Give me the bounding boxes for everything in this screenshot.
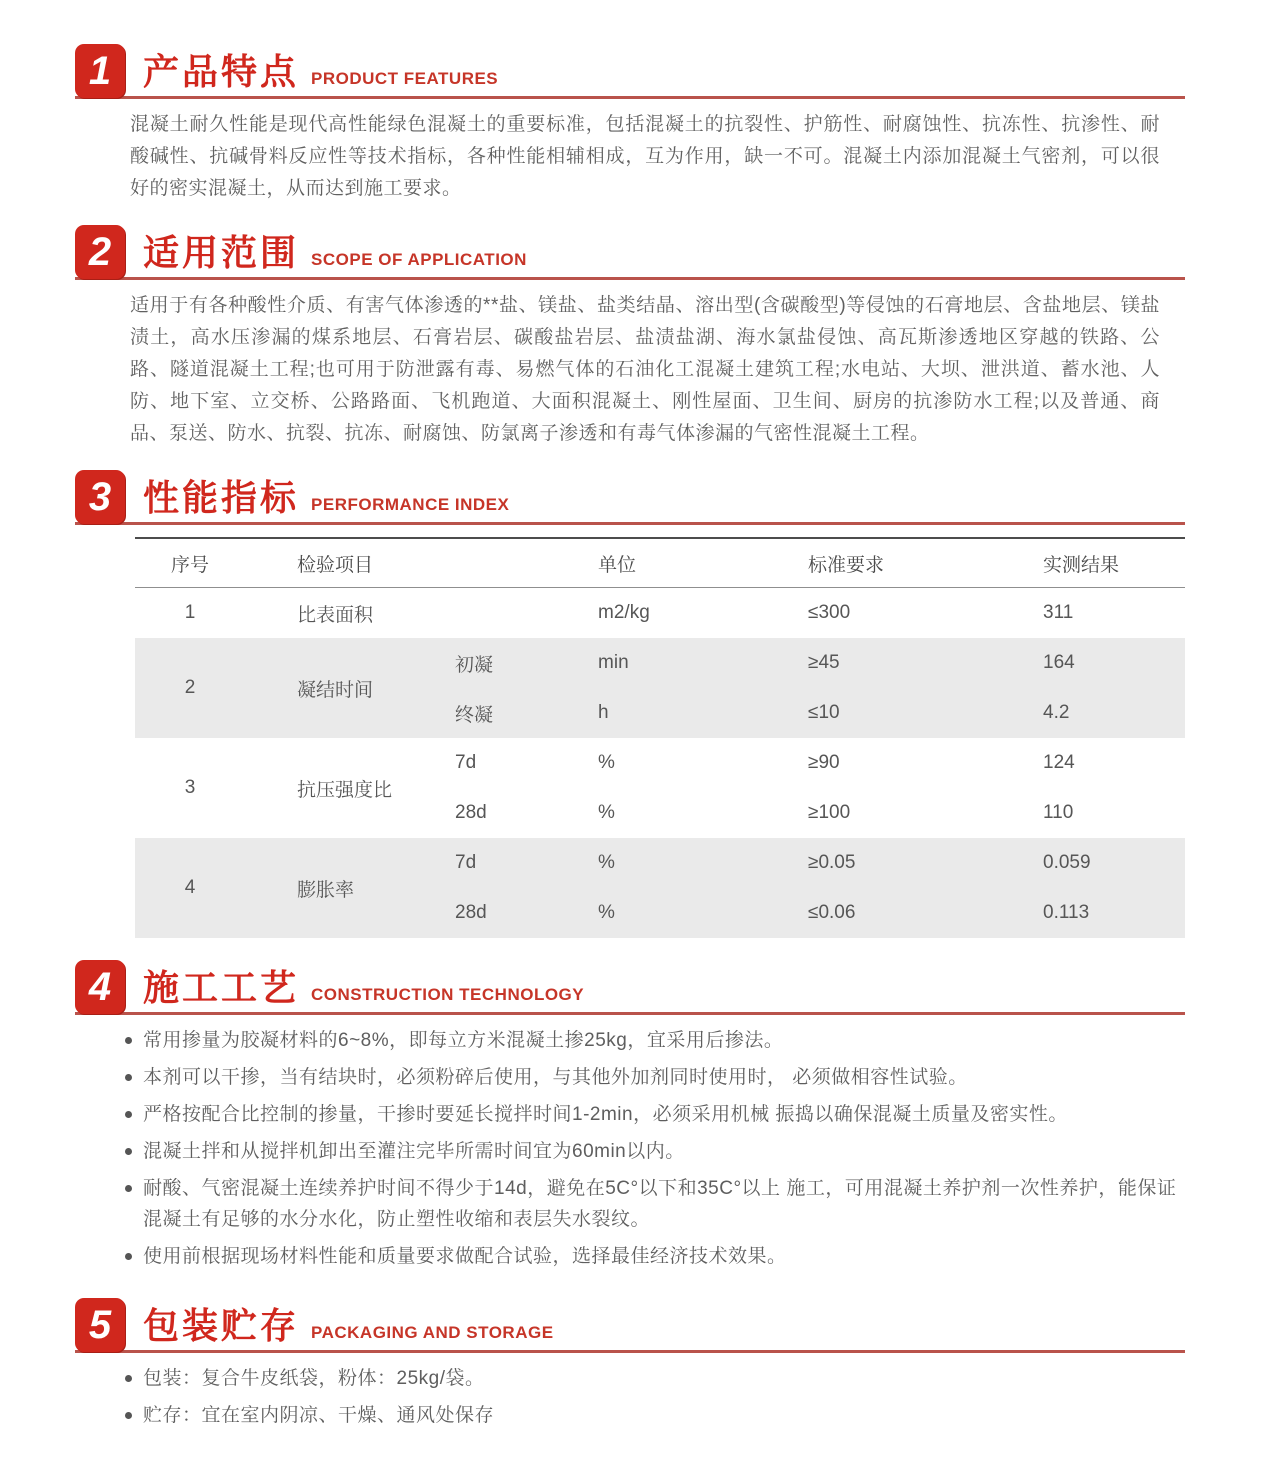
- cell-no: 1: [184, 602, 196, 623]
- section-header: [75, 1298, 1185, 1353]
- performance-table: [135, 537, 1185, 938]
- cell-no: 3: [184, 777, 196, 798]
- section-header: [75, 225, 1185, 280]
- list-item-text: 使用前根据现场材料性能和质量要求做配合试验，选择最佳经济技术效果。: [143, 1246, 787, 1267]
- bullet-dot-icon: [125, 1412, 132, 1419]
- section-title-zh: 适用范围: [143, 232, 300, 273]
- table-row: [135, 838, 1185, 888]
- section-title-zh: 性能指标: [143, 477, 300, 518]
- cell-standard: ≤300: [808, 602, 851, 623]
- cell-item: 膨胀率: [245, 838, 420, 938]
- section-title-en: PRODUCT FEATURES: [311, 69, 499, 88]
- cell-item: 抗压强度比: [297, 779, 393, 801]
- col-header-result: 实测结果: [1005, 538, 1185, 588]
- cell-sub-item: 28d: [455, 802, 487, 823]
- list-item: [125, 1099, 1185, 1130]
- section-performance-index: [75, 470, 1185, 938]
- table-header-row: [135, 538, 1185, 588]
- cell-sub-item: 初凝: [420, 638, 560, 688]
- cell-sub-item: 终凝: [420, 688, 560, 738]
- cell-unit: min: [560, 638, 770, 688]
- list-item: [125, 1363, 1185, 1394]
- cell-sub-item: 7d: [420, 838, 560, 888]
- col-header-item: 检验项目: [245, 538, 560, 588]
- list-item: [125, 1400, 1185, 1431]
- list-item: [125, 1173, 1185, 1235]
- section-header: [75, 470, 1185, 525]
- table-row: [135, 638, 1185, 688]
- construction-bullet-list: [125, 1025, 1185, 1272]
- section-number-badge: 4: [75, 960, 125, 1014]
- section-construction-technology: [75, 960, 1185, 1272]
- section-body-paragraph: 适用于有各种酸性介质、有害气体渗透的**盐、镁盐、盐类结晶、溶出型(含碳酸型)等侵蚀的石膏地层、含盐地层、镁盐渍土，高水压渗漏的煤系地层、石膏岩层、碳酸盐岩层、盐渍盐湖、海水氯盐侵蚀、高瓦斯渗透地区穿越的铁路、公路、隧道混凝土工程;也可用于防泄露有毒、易燃气体的石油化工混凝土建筑工程;水电站、大坝、泄洪道、蓄水池、人防、地下室、立交桥、公路路面、飞机跑道、大面积混凝土、刚性屋面、卫生间、厨房的抗渗防水工程;以及普通、商品、泵送、防水、抗裂、抗冻、耐腐蚀、防氯离子渗透和有毒气体渗漏的气密性混凝土工程。: [130, 295, 1160, 444]
- col-header-standard: 标准要求: [770, 538, 1005, 588]
- cell-unit: %: [598, 752, 615, 773]
- table-row: [135, 738, 1185, 788]
- cell-no: 4: [135, 838, 245, 938]
- cell-unit: %: [598, 802, 615, 823]
- section-title-en: CONSTRUCTION TECHNOLOGY: [311, 985, 585, 1004]
- cell-standard: ≥45: [770, 638, 1005, 688]
- cell-result: 110: [1043, 802, 1074, 823]
- section-number-badge: 1: [75, 44, 125, 98]
- list-item-text: 贮存：宜在室内阴凉、干燥、通风处保存: [143, 1405, 495, 1426]
- col-header-no: 序号: [135, 538, 245, 588]
- section-product-features: [75, 44, 1185, 205]
- cell-sub-item: 7d: [455, 752, 477, 773]
- bullet-dot-icon: [125, 1375, 132, 1382]
- cell-result: 164: [1005, 638, 1185, 688]
- cell-result: 0.113: [1005, 888, 1185, 938]
- list-item: [125, 1241, 1185, 1272]
- list-item-text: 常用掺量为胶凝材料的6~8%，即每立方米混凝土掺25kg，宜采用后掺法。: [143, 1030, 784, 1051]
- list-item: [125, 1062, 1185, 1093]
- cell-unit: m2/kg: [598, 602, 650, 623]
- table-row: [135, 588, 1185, 639]
- section-header: [75, 44, 1185, 99]
- section-title-en: PACKAGING AND STORAGE: [311, 1323, 554, 1342]
- section-title-zh: 包装贮存: [143, 1305, 300, 1346]
- col-header-unit: 单位: [560, 538, 770, 588]
- list-item-text: 混凝土拌和从搅拌机卸出至灌注完毕所需时间宜为60min以内。: [143, 1141, 685, 1162]
- bullet-dot-icon: [125, 1037, 132, 1044]
- section-header: [75, 960, 1185, 1015]
- cell-item: 凝结时间: [245, 638, 420, 738]
- packaging-bullet-list: [125, 1363, 1185, 1431]
- section-packaging-storage: [75, 1298, 1185, 1431]
- list-item: [125, 1136, 1185, 1167]
- section-title-en: SCOPE OF APPLICATION: [311, 250, 527, 269]
- list-item: [125, 1025, 1185, 1056]
- bullet-dot-icon: [125, 1148, 132, 1155]
- section-title-zh: 产品特点: [143, 51, 300, 92]
- section-number-badge: 3: [75, 470, 125, 524]
- list-item-text: 严格按配合比控制的掺量，干掺时要延长搅拌时间1-2min，必须采用机械 振捣以确保混凝土质量及密实性。: [143, 1104, 1068, 1125]
- cell-item: 比表面积: [297, 604, 374, 626]
- section-body-paragraph: 混凝土耐久性能是现代高性能绿色混凝土的重要标准，包括混凝土的抗裂性、护筋性、耐腐蚀性、抗冻性、抗渗性、耐酸碱性、抗碱骨料反应性等技术指标，各种性能相辅相成，互为作用，缺一不可。混凝土内添加混凝土气密剂，可以很好的密实混凝土，从而达到施工要求。: [130, 114, 1160, 199]
- cell-result: 311: [1043, 602, 1074, 623]
- section-number-badge: 5: [75, 1298, 125, 1352]
- bullet-dot-icon: [125, 1253, 132, 1260]
- section-title-en: PERFORMANCE INDEX: [311, 495, 510, 514]
- cell-no: 2: [135, 638, 245, 738]
- bullet-dot-icon: [125, 1185, 132, 1192]
- cell-result: 4.2: [1005, 688, 1185, 738]
- cell-standard: ≥0.05: [770, 838, 1005, 888]
- cell-unit: %: [560, 838, 770, 888]
- cell-result: 124: [1043, 752, 1075, 773]
- cell-sub-item: 28d: [420, 888, 560, 938]
- list-item-text: 本剂可以干掺，当有结块时，必须粉碎后使用，与其他外加剂同时使用时， 必须做相容性试验。: [143, 1067, 968, 1088]
- cell-unit: h: [560, 688, 770, 738]
- list-item-text: 耐酸、气密混凝土连续养护时间不得少于14d，避免在5C°以下和35C°以上 施工，可用混凝土养护剂一次性养护，能保证混凝土有足够的水分水化，防止塑性收缩和表层失水裂纹。: [143, 1178, 1177, 1230]
- section-number-badge: 2: [75, 225, 125, 279]
- bullet-dot-icon: [125, 1074, 132, 1081]
- list-item-text: 包装：复合牛皮纸袋，粉体：25kg/袋。: [143, 1368, 485, 1389]
- cell-unit: %: [560, 888, 770, 938]
- section-title-zh: 施工工艺: [143, 967, 300, 1008]
- section-scope-of-application: [75, 225, 1185, 450]
- cell-standard: ≥100: [808, 802, 851, 823]
- cell-standard: ≥90: [808, 752, 840, 773]
- cell-standard: ≤10: [770, 688, 1005, 738]
- bullet-dot-icon: [125, 1111, 132, 1118]
- cell-result: 0.059: [1005, 838, 1185, 888]
- cell-standard: ≤0.06: [770, 888, 1005, 938]
